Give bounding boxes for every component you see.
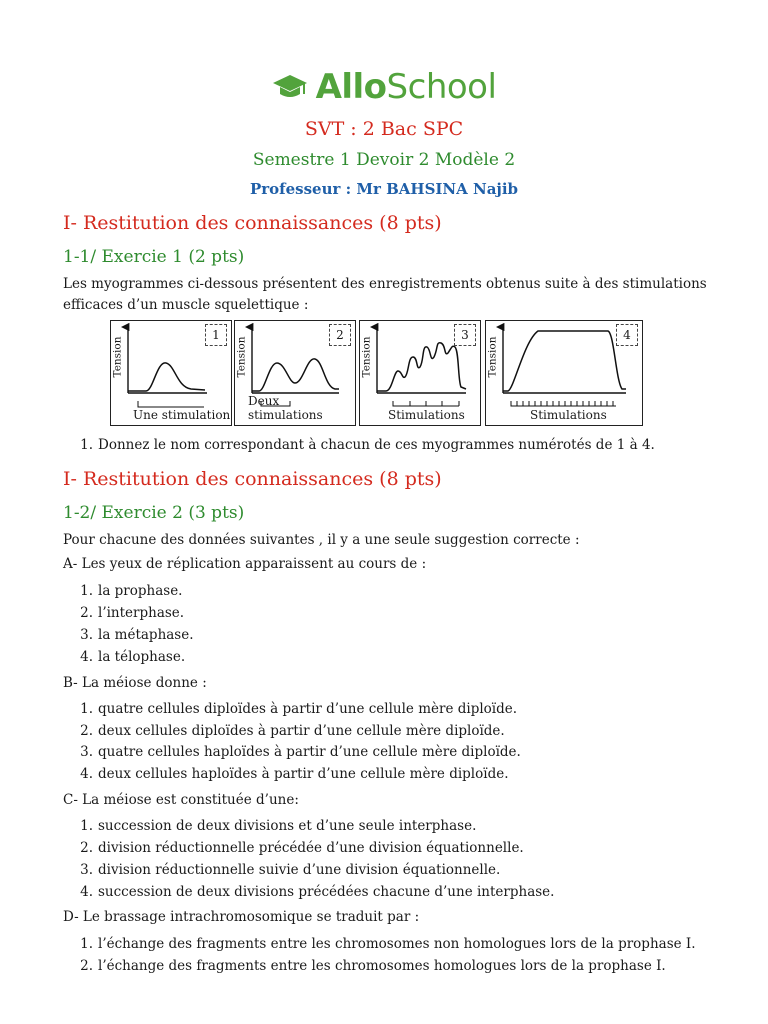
myogram-panel-2	[234, 320, 356, 426]
question-b-option: 3. quatre cellules haploïdes à partir d’une cellule mère diploïde.	[80, 744, 521, 760]
question-c-stem: C- La méiose est constituée d’une:	[63, 792, 299, 808]
question-c-option: 1. succession de deux divisions et d’une seule interphase.	[80, 818, 477, 834]
y-axis-label: Tension	[111, 336, 124, 378]
section-heading-1: I- Restitution des connaissances (8 pts)	[63, 212, 442, 234]
panel-number: 3	[454, 324, 476, 346]
question-a-option: 3. la métaphase.	[80, 627, 194, 643]
y-axis-label: Tension	[235, 336, 248, 378]
panel-number: 4	[616, 324, 638, 346]
question-b-stem: B- La méiose donne :	[63, 675, 207, 691]
question-b-option: 1. quatre cellules diploïdes à partir d’une cellule mère diploïde.	[80, 701, 518, 717]
y-axis-label: Tension	[486, 336, 499, 378]
x-axis-label: Une stimulation	[133, 408, 231, 422]
x-axis-label: Stimulations	[388, 408, 465, 422]
section-heading-2: I- Restitution des connaissances (8 pts)	[63, 468, 442, 490]
question-c-option: 2. division réductionnelle précédée d’une division équationnelle.	[80, 840, 524, 856]
question-a-option: 2. l’interphase.	[80, 605, 185, 621]
alloschool-logo	[0, 62, 768, 112]
question-b-option: 4. deux cellules haploïdes à partir d’une cellule mère diploïde.	[80, 766, 509, 782]
myogram-panel-1	[110, 320, 232, 426]
page-title: SVT : 2 Bac SPC	[304, 118, 464, 140]
y-axis-label: Tension	[360, 336, 373, 378]
exercise-1-intro: Les myogrammes ci-dessous présentent des enregistrements obtenus suite à des stimulations efficaces d’un muscle squelettique :	[63, 276, 707, 313]
professor-name: Professeur : Mr BAHSINA Najib	[249, 180, 519, 198]
question-c-option: 3. division réductionnelle suivie d’une division équationnelle.	[80, 862, 501, 878]
question-c-option: 4. succession de deux divisions précédées chacune d’une interphase.	[80, 884, 555, 900]
question-b-option: 2. deux cellules diploïdes à partir d’une cellule mère diploïde.	[80, 723, 505, 739]
question-a-stem: A- Les yeux de réplication apparaissent au cours de :	[63, 556, 427, 572]
exercise-2-intro: Pour chacune des données suivantes , il y a une seule suggestion correcte :	[63, 532, 580, 548]
panel-number: 2	[329, 324, 351, 346]
x-axis-label: Stimulations	[530, 408, 607, 422]
exercise-1-question: 1. Donnez le nom correspondant à chacun de ces myogrammes numérotés de 1 à 4.	[80, 437, 655, 453]
exercise-2-title: 1-2/ Exercie 2 (3 pts)	[63, 503, 245, 523]
graduation-cap-icon	[272, 72, 308, 102]
logo-text: AlloSchool	[315, 67, 497, 107]
question-d-stem: D- Le brassage intrachromosomique se traduit par :	[63, 909, 420, 925]
question-a-option: 4. la télophase.	[80, 649, 186, 665]
exercise-1-title: 1-1/ Exercie 1 (2 pts)	[63, 247, 245, 267]
page-subtitle: Semestre 1 Devoir 2 Modèle 2	[252, 150, 516, 170]
question-a-option: 1. la prophase.	[80, 583, 183, 599]
myogram-panel-4	[485, 320, 643, 426]
question-d-option: 1. l’échange des fragments entre les chromosomes non homologues lors de la prophase I.	[80, 936, 696, 952]
question-d-option: 2. l’échange des fragments entre les chromosomes homologues lors de la prophase I.	[80, 958, 666, 974]
x-axis-label: Deux stimulations	[248, 394, 323, 422]
panel-number: 1	[205, 324, 227, 346]
myogram-panel-3	[359, 320, 481, 426]
